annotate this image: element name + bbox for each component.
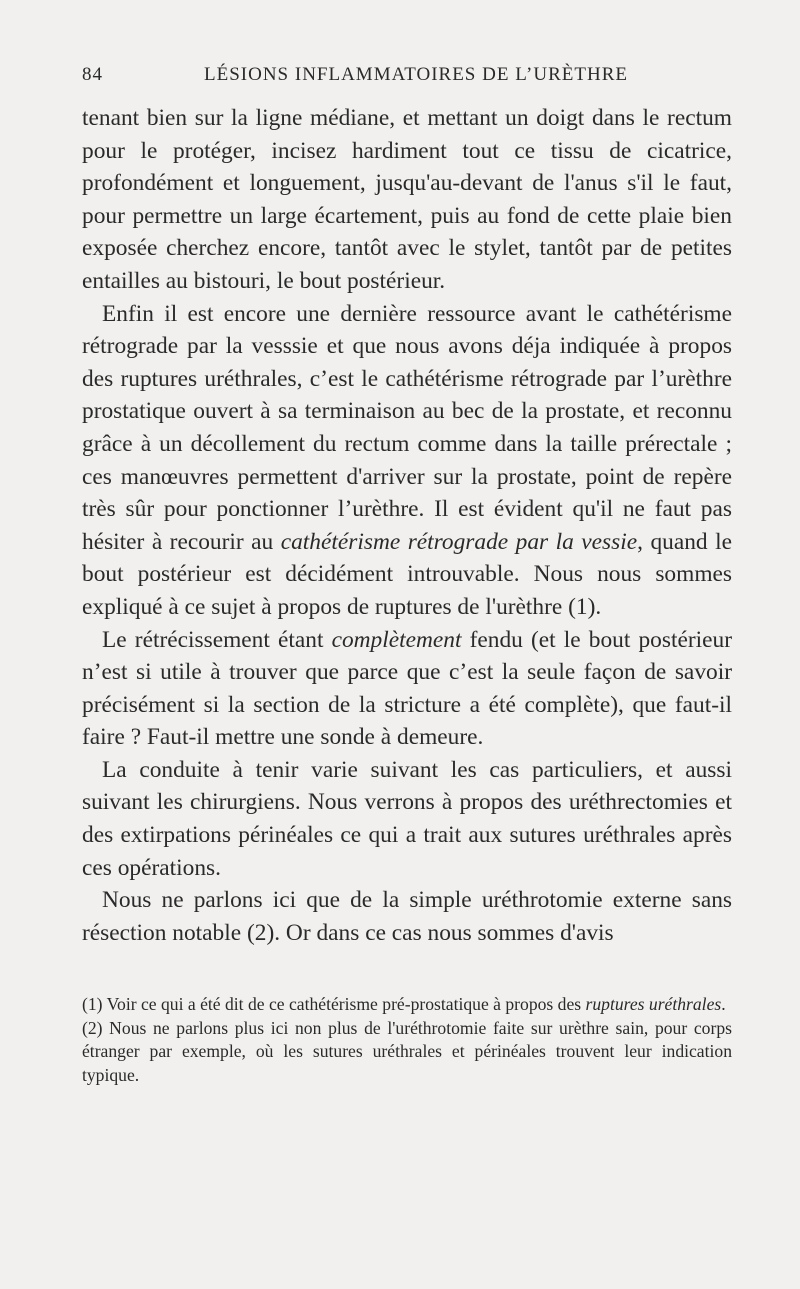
paragraph (82, 884, 732, 949)
italic-segment: complètement (331, 626, 462, 653)
text-segment: . (721, 994, 726, 1014)
footnote (82, 1017, 732, 1088)
paragraph (82, 754, 732, 884)
paragraph (82, 298, 732, 624)
italic-segment: ruptures uréthrales (585, 994, 722, 1014)
text-segment: fendu (et le bout postérieur n’est si utile à trouver que parce que c’est la seule façon de savoir précisément si la section de la stricture a été complète), que faut-il faire ? Faut-il mettre une sonde à demeure. (82, 626, 732, 751)
paragraph (82, 102, 732, 298)
text-segment: (2) Nous ne parlons plus ici non plus de l'uréthrotomie faite sur urèthre sain, pour corps étranger par exemple, où les sutures uréthrales et périnéales trouvent leur indication typique. (82, 1017, 732, 1085)
text-segment: (1) Voir ce qui a été dit de ce cathétérisme pré-prostatique à propos des (82, 994, 586, 1014)
text-segment: , quand le bout postérieur est décidément introuvable. Nous nous sommes expliqué à ce sujet à propos de ruptures de l'urèthre (1). (82, 528, 732, 620)
body-text (82, 102, 732, 949)
running-title: LÉSIONS INFLAMMATOIRES DE L’URÈTHRE (204, 64, 628, 85)
page-header (82, 64, 730, 90)
text-segment: tenant bien sur la ligne médiane, et mettant un doigt dans le rectum pour le protéger, incisez hardiment tout ce tissu de cicatrice, profondément et longuement, jusqu'au-devant de l'anus s'il le faut, pour permettre un large écartement, puis au fond de cette plaie bien exposée cherchez encore, tantôt avec le stylet, tantôt par de petites entailles au bistouri, le bout postérieur. (82, 105, 732, 294)
text-segment: La conduite à tenir varie suivant les cas particuliers, et aussi suivant les chirurgiens. Nous verrons à propos des uréthrectomies et des extirpations périnéales ce qui a trait aux sutures uréthrales après ces opérations. (82, 756, 732, 881)
text-segment: Le rétrécissement étant (102, 626, 332, 653)
page-number: 84 (82, 64, 103, 85)
paragraph (82, 624, 732, 754)
footnote (82, 993, 732, 1017)
italic-segment: cathétérisme rétrograde par la vessie (280, 528, 638, 555)
text-segment: Enfin il est encore une dernière ressource avant le cathétérisme rétrograde par la vesssie et que nous avons déja indiquée à propos des ruptures uréthrales, c’est le cathétérisme rétrograde par l’urèthre prostatique ouvert à sa terminaison au bec de la prostate, et reconnu grâce à un décollement du rectum comme dans la taille prérectale ; ces manœuvres permettent d'arriver sur la prostate, point de repère très sûr pour ponctionner l’urèthre. Il est évident qu'il ne faut pas hésiter à recourir au (82, 300, 732, 555)
footnotes (82, 993, 732, 1087)
text-segment: Nous ne parlons ici que de la simple uréthrotomie externe sans résection notable (2). Or dans ce cas nous sommes d'avis (82, 887, 732, 946)
